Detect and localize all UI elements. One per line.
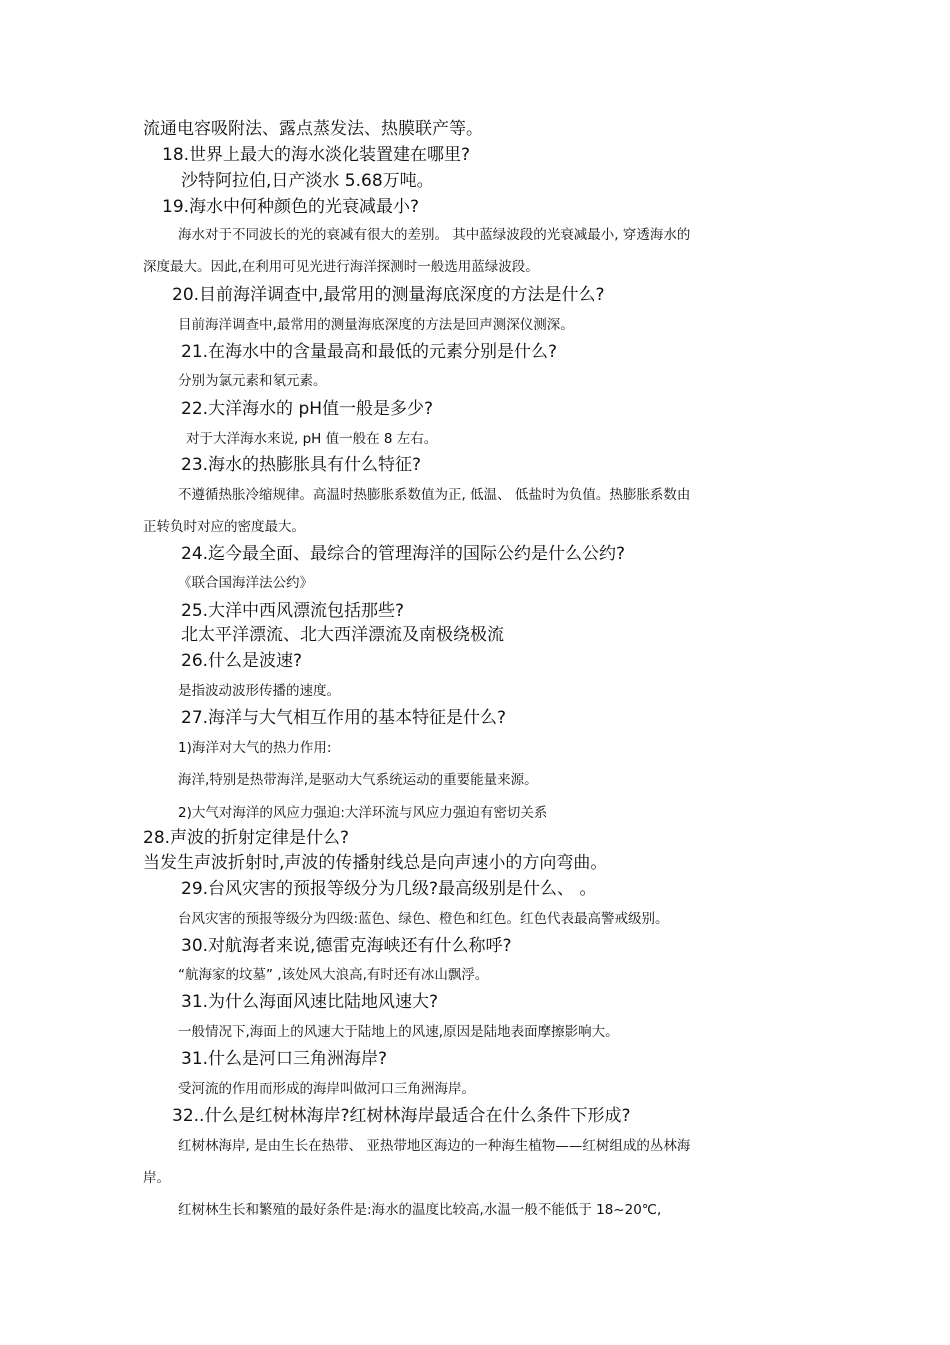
answer-19-line-1: 海水对于不同波长的光的衰减有很大的差别。 其中蓝绿波段的光衰减最小, 穿透海水的 [178, 227, 691, 243]
answer-31a: 一般情况下,海面上的风速大于陆地上的风速,原因是陆地表面摩擦影响大。 [178, 1024, 619, 1040]
question-27: 27.海洋与大气相互作用的基本特征是什么? [181, 708, 507, 728]
answer-27-line-3: 2)大气对海洋的风应力强迫:大洋环流与风应力强迫有密切关系 [178, 805, 548, 821]
answer-29: 台风灾害的预报等级分为四级:蓝色、绿色、橙色和红色。红色代表最高警戒级别。 [178, 911, 669, 927]
text-line: 流通电容吸附法、露点蒸发法、热膜联产等。 [143, 119, 483, 139]
answer-32-line-3: 红树林生长和繁殖的最好条件是:海水的温度比较高,水温一般不能低于 18~20℃, [178, 1202, 662, 1218]
answer-27-line-1: 1)海洋对大气的热力作用: [178, 740, 332, 756]
question-22: 22.大洋海水的 pH值一般是多少? [181, 399, 434, 419]
answer-19-line-2: 深度最大。因此,在利用可见光进行海洋探测时一般选用蓝绿波段。 [143, 259, 539, 275]
question-26: 26.什么是波速? [181, 651, 303, 671]
question-25: 25.大洋中西风漂流包括那些? [181, 601, 405, 621]
question-29: 29.台风灾害的预报等级分为几级?最高级别是什么、 。 [181, 879, 597, 899]
answer-28: 当发生声波折射时,声波的传播射线总是向声速小的方向弯曲。 [143, 853, 608, 873]
answer-22: 对于大洋海水来说, pH 值一般在 8 左右。 [186, 431, 438, 447]
answer-20: 目前海洋调查中,最常用的测量海底深度的方法是回声测深仪测深。 [178, 317, 574, 333]
answer-25: 北太平洋漂流、北大西洋漂流及南极绕极流 [181, 625, 504, 645]
question-31a: 31.为什么海面风速比陆地风速大? [181, 992, 439, 1012]
answer-23-line-2: 正转负时对应的密度最大。 [143, 519, 305, 535]
question-23: 23.海水的热膨胀具有什么特征? [181, 455, 422, 475]
answer-32-line-2: 岸。 [143, 1170, 170, 1186]
question-24: 24.迄今最全面、最综合的管理海洋的国际公约是什么公约? [181, 544, 626, 564]
answer-21: 分别为氯元素和氡元素。 [178, 373, 327, 389]
answer-26: 是指波动波形传播的速度。 [178, 683, 340, 699]
answer-31b: 受河流的作用而形成的海岸叫做河口三角洲海岸。 [178, 1081, 475, 1097]
answer-24: 《联合国海洋法公约》 [178, 575, 313, 591]
question-19: 19.海水中何种颜色的光衰减最小? [162, 197, 420, 217]
question-21: 21.在海水中的含量最高和最低的元素分别是什么? [181, 342, 558, 362]
answer-32-line-1: 红树林海岸, 是由生长在热带、 亚热带地区海边的一种海生植物——红树组成的丛林海 [178, 1138, 691, 1154]
answer-23-line-1: 不遵循热胀冷缩规律。高温时热膨胀系数值为正, 低温、 低盐时为负值。热膨胀系数由 [178, 487, 691, 503]
question-30: 30.对航海者来说,德雷克海峡还有什么称呼? [181, 936, 512, 956]
answer-30: “航海家的坟墓” ,该处风大浪高,有时还有冰山飘浮。 [178, 967, 489, 983]
answer-18: 沙特阿拉伯,日产淡水 5.68万吨。 [181, 171, 434, 191]
answer-27-line-2: 海洋,特别是热带海洋,是驱动大气系统运动的重要能量来源。 [178, 772, 538, 788]
question-28: 28.声波的折射定律是什么? [143, 828, 350, 848]
question-18: 18.世界上最大的海水淡化装置建在哪里? [162, 145, 471, 165]
question-20: 20.目前海洋调查中,最常用的测量海底深度的方法是什么? [172, 285, 605, 305]
question-32: 32..什么是红树林海岸?红树林海岸最适合在什么条件下形成? [172, 1106, 631, 1126]
question-31b: 31.什么是河口三角洲海岸? [181, 1049, 388, 1069]
